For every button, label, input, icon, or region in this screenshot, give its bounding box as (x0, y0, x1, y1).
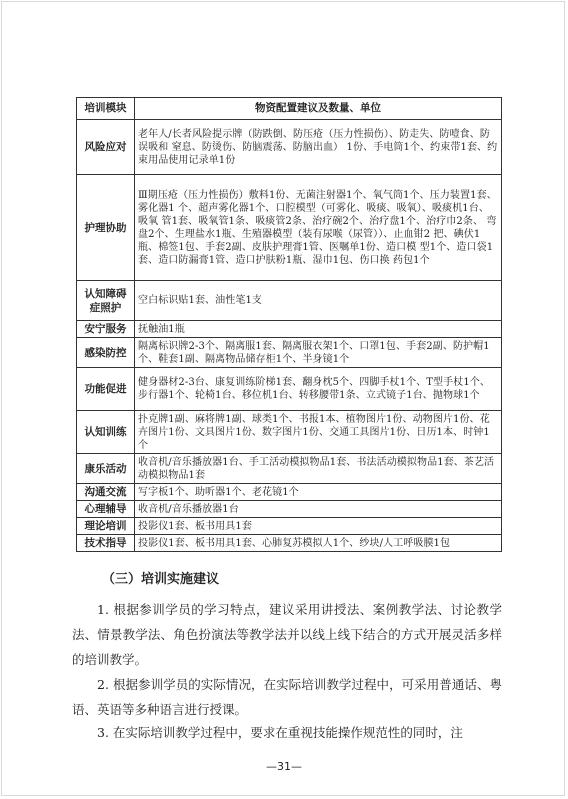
resource-table (76, 97, 502, 552)
paragraph-3: 3. 在实际培训教学过程中，要求在重视技能操作规范性的同时，注 (97, 725, 463, 740)
table-row (77, 338, 502, 368)
items-cell: 扑克牌1副、麻将牌1副、球类1个、书报1本、植物图片1份、动物图片1份、花卉图片1份、文具图片1份、数字图片1份、交通工具图片1份、日历1本、时钟1个 (135, 411, 502, 454)
items-cell: 投影仪1套、板书用具1套、心肺复苏模拟人1个、纱块/人工呼吸膜1包 (135, 535, 502, 552)
page-number: —31— (266, 760, 302, 773)
table-row (77, 484, 502, 501)
header-items: 物资配置建议及数量、单位 (135, 98, 502, 120)
table-row (77, 175, 502, 281)
table-row (77, 411, 502, 454)
table-row (77, 501, 502, 518)
module-cell: 康乐活动 (77, 454, 135, 484)
header-module: 培训模块 (77, 98, 135, 120)
items-cell: 健身器材2-3台、康复训练阶梯1套、翻身枕5个、四脚手杖1个、T型手杖1个、步行器1个、轮椅1台、移位机1台、转移腰带1条、立式镜子1台、抛物球1个 (135, 368, 502, 411)
table-row (77, 518, 502, 535)
module-cell: 认知障碍症照护 (77, 281, 135, 321)
items-cell: 抚触油1瓶 (135, 321, 502, 338)
table-row (77, 535, 502, 552)
table-header-row (77, 98, 502, 120)
table-row (77, 281, 502, 321)
items-cell: 老年人/长者风险提示牌（防跌倒、防压疮（压力性损伤）、防走失、防噎食、防误吸和 窒息、防烫伤、防脑震荡、防脑出血） 1份、手电筒1个、约束带1套、约 束用品使用记录单1份 (135, 120, 502, 175)
section-heading: （三）培训实施建议 (102, 572, 220, 587)
items-cell: 收音机/音乐播放器1台、手工活动模拟物品1套、书法活动模拟物品1套、茶艺活动模拟物品1套 (135, 454, 502, 484)
module-cell: 理论培训 (77, 518, 135, 535)
items-cell: Ⅲ期压疮（压力性损伤）敷料1份、无菌注射器1个、氧气筒1个、压力装置1套、雾化器1 个、超声雾化器1个、口腔模型（可雾化、吸痰、吸氧）、吸痰机1台、吸氧 管1套、吸氧管1条、吸痰管2条、治疗碗2个、治疗盘1个、治疗巾2条、 弯盘2个、生理盐水1瓶、生殖器模型（装有尿喉（尿管））、止血钳2 把、碘伏1瓶、棉签1包、手套2副、皮肤护理膏1管、医嘱单1份、造口模 型1个、造口袋1套、造口防漏膏1管、造口护肤粉1瓶、湿巾1包、伤口换 药包1个 (135, 175, 502, 281)
module-cell: 心理辅导 (77, 501, 135, 518)
module-cell: 安宁服务 (77, 321, 135, 338)
module-cell: 沟通交流 (77, 484, 135, 501)
module-cell: 感染防控 (77, 338, 135, 368)
module-cell: 技术指导 (77, 535, 135, 552)
items-cell: 隔离标识牌2-3个、隔离服1套、隔离服衣架1个、口罩1包、手套2副、防护帽1个、鞋套1副、隔离物品储存柜1个、半身镜1个 (135, 338, 502, 368)
items-cell: 空白标识贴1套、油性笔1支 (135, 281, 502, 321)
items-cell: 收音机/音乐播放器1台 (135, 501, 502, 518)
items-cell: 投影仪1套、板书用具1套 (135, 518, 502, 535)
table-row (77, 454, 502, 484)
paragraph-1: 1. 根据参训学员的学习特点，建议采用讲授法、案例教学法、讨论教学法、情景教学法、角色扮演法等教学法并以线上线下结合的方式开展灵活多样的培训教学。 (72, 602, 502, 667)
table-row (77, 321, 502, 338)
items-cell: 写字板1个、助听器1个、老花镜1个 (135, 484, 502, 501)
module-cell: 护理协助 (77, 175, 135, 281)
module-cell: 风险应对 (77, 120, 135, 175)
paragraph-2: 2. 根据参训学员的实际情况，在实际培训教学过程中，可采用普通话、粤语、英语等多种语言进行授课。 (72, 677, 502, 717)
table-row (77, 120, 502, 175)
module-cell: 功能促进 (77, 368, 135, 411)
table-row (77, 368, 502, 411)
module-cell: 认知训练 (77, 411, 135, 454)
